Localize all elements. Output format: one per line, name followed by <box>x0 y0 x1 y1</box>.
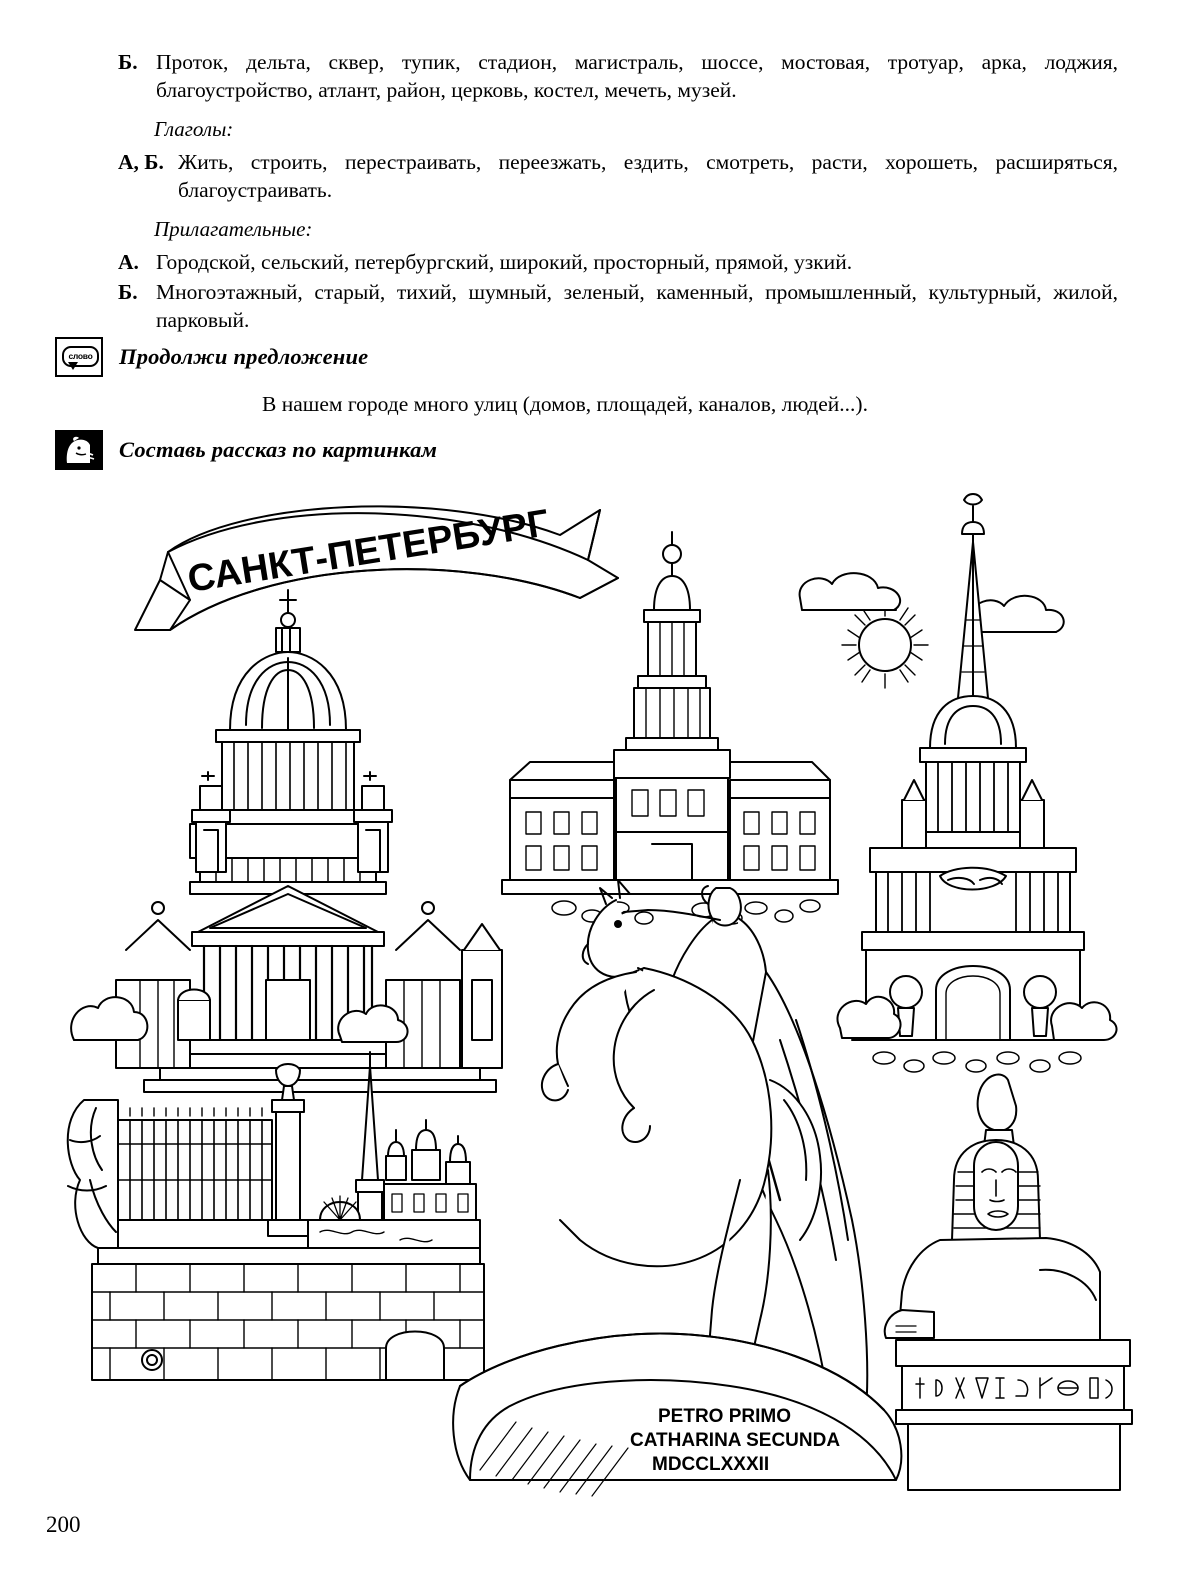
list-text: Многоэтажный, старый, тихий, шумный, зеленый, каменный, промышленный, культурный, жилой, парковый. <box>156 279 1118 333</box>
illustration-saint-petersburg <box>40 480 1170 1510</box>
banner-text: САНКТ-ПЕТЕРБУРГ <box>184 502 552 601</box>
sun-and-clouds <box>800 573 1064 688</box>
task-title: Составь рассказ по картинкам <box>119 437 438 462</box>
bronze-horseman-monument <box>453 880 901 1496</box>
list-marker: Б. <box>118 279 138 304</box>
list-text: Проток, дельта, сквер, тупик, стадион, магистраль, шоссе, мостовая, тротуар, арка, лоджия, благоустройство, атлант, район, церковь, костел, мечеть, музей. <box>156 50 1118 103</box>
illustration-svg <box>40 480 1170 1510</box>
cathedral-bell-tower-right <box>354 772 392 872</box>
inscription-line-3: MDCCLXXXII <box>652 1454 770 1475</box>
vocabulary-item-b <box>118 48 1118 105</box>
example-sentence: В нашем городе много улиц (домов, площадей, каналов, людей...). <box>262 392 868 416</box>
list-text: Жить, строить, перестраивать, переезжать, ездить, смотреть, расти, хорошеть, расширяться, благоустраивать. <box>178 149 1118 203</box>
task-title: Продолжи предложение <box>119 344 369 369</box>
inscription-line-2: CATHARINA SECUNDA <box>630 1430 841 1451</box>
saint-isaacs-cathedral <box>71 590 502 1092</box>
task-make-story <box>55 430 437 470</box>
kunstkamera-building <box>502 532 838 924</box>
list-marker: Б. <box>118 50 138 74</box>
verbs-item <box>118 148 1118 205</box>
adjectives-heading: Прилагательные: <box>154 216 313 241</box>
task-continue-sentence <box>55 337 368 377</box>
inscription-line-1: PETRO PRIMO <box>658 1406 792 1427</box>
speech-bubble-icon <box>55 337 103 377</box>
adjectives-item-b <box>118 278 1118 335</box>
verbs-heading: Глаголы: <box>154 116 234 141</box>
speaking-face-glyph <box>57 432 101 468</box>
speaking-face-icon <box>55 430 103 470</box>
page-number: 200 <box>46 1512 81 1537</box>
adjectives-item-a <box>118 248 1118 276</box>
sphinx-statue <box>885 1075 1132 1490</box>
list-marker: А. <box>118 249 139 274</box>
list-text: Городской, сельский, петербургский, широкий, просторный, прямой, узкий. <box>156 249 853 274</box>
speech-bubble-tail <box>68 362 78 370</box>
admiralty-building <box>837 494 1116 1072</box>
text-block <box>118 48 1118 337</box>
palace-embankment-railing <box>68 1052 484 1380</box>
list-marker: А, Б. <box>118 149 164 174</box>
speech-bubble-text: слово <box>62 346 99 367</box>
